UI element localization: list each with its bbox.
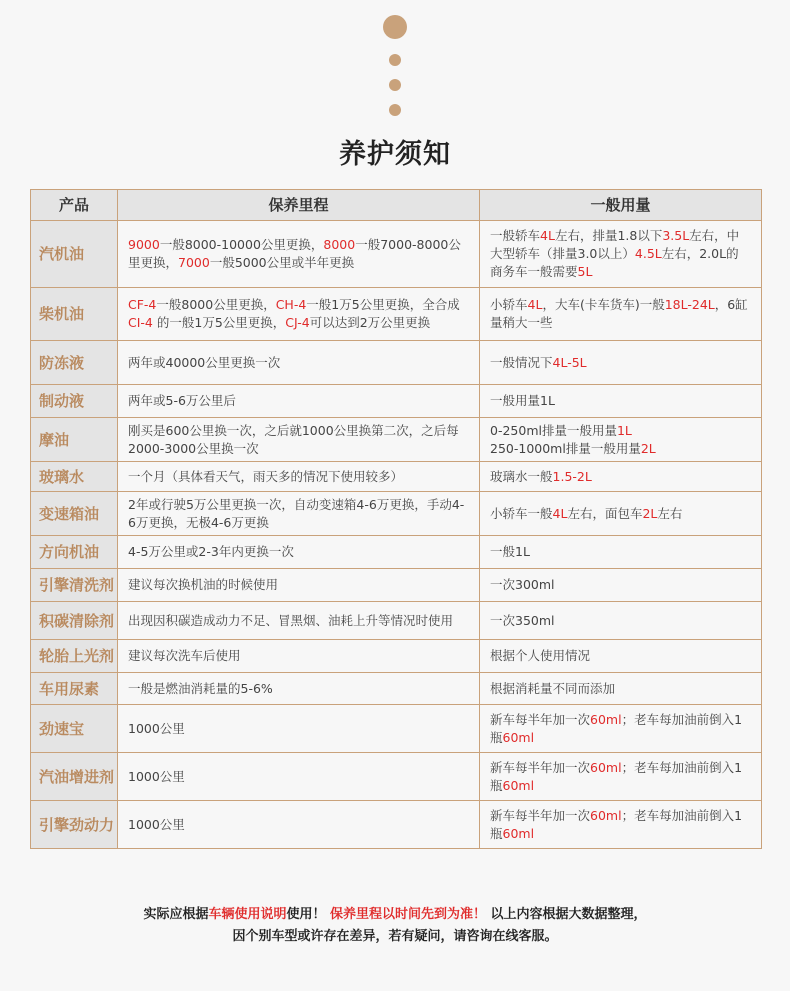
- highlight-text: 9000: [128, 237, 160, 252]
- table-row: [31, 569, 762, 602]
- text-segment: 一般轿车: [490, 228, 541, 243]
- product-name: 汽机油: [31, 221, 118, 288]
- highlight-text: 4L: [527, 297, 543, 312]
- highlight-text: 4L: [552, 505, 568, 521]
- highlight-text: 4L: [540, 228, 555, 243]
- footer-note-line2: [0, 925, 790, 944]
- product-name: 引擎劲动力: [31, 801, 118, 849]
- highlight-text: 7000: [178, 255, 210, 270]
- amount-cell: [480, 569, 762, 602]
- amount-cell: [480, 753, 762, 801]
- table-row: [31, 492, 762, 536]
- text-segment: ；老车每加油前倒入1瓶: [490, 759, 743, 793]
- text-segment: 新车每半年加一次: [490, 759, 591, 775]
- highlight-text: 8000: [323, 237, 356, 252]
- text-segment: 一般是燃油消耗量的5-6%: [128, 680, 273, 696]
- highlight-text: 3.5L: [662, 228, 690, 243]
- product-name: 防冻液: [31, 341, 118, 385]
- text-segment: 两年或5-6万公里后: [128, 393, 236, 408]
- page-title: 养护须知: [339, 139, 451, 170]
- text-segment: 新车每半年加一次: [490, 807, 591, 823]
- mileage-cell: [118, 753, 480, 801]
- highlight-text: 60ml: [590, 759, 622, 775]
- text-segment: 一般1L: [490, 544, 530, 559]
- highlight-text: 2L: [642, 505, 658, 521]
- text-segment: 左右，排量1.8以下: [554, 228, 663, 243]
- mileage-cell: [118, 673, 480, 705]
- text-segment: 可以达到2万公里更换: [309, 315, 431, 330]
- text-segment: ，大车(卡车货车)一般: [542, 297, 665, 312]
- highlight-text: 60ml: [502, 729, 535, 745]
- text-segment: 1000公里: [128, 816, 185, 832]
- text-segment: 4-5万公里或2-3年内更换一次: [128, 544, 294, 559]
- highlight-text: 保养里程以时间先到为准！: [330, 907, 487, 922]
- text-segment: 一般8000公里更换，: [156, 297, 276, 312]
- text-segment: 一般7000-8000公里更换，: [128, 237, 461, 270]
- text-segment: ，6缸量稍大一些: [490, 297, 748, 330]
- highlight-text: 1L: [616, 422, 632, 438]
- mileage-cell: [118, 569, 480, 602]
- table-row: [31, 705, 762, 753]
- mileage-cell: [118, 221, 480, 288]
- text-segment: ；老车每加油前倒入1瓶: [490, 711, 743, 745]
- highlight-text: 车辆使用说明: [208, 907, 287, 922]
- highlight-text: 1.5-2L: [552, 468, 592, 484]
- amount-cell: [480, 640, 762, 673]
- highlight-text: 4.5L: [634, 246, 662, 261]
- product-name: 汽油增进剂: [31, 753, 118, 801]
- table-header-row: [31, 190, 762, 221]
- text-segment: 左右，面包车: [567, 505, 643, 521]
- table-row: [31, 673, 762, 705]
- text-segment: 一般5000公里或半年更换: [209, 255, 355, 270]
- text-segment: 根据个人使用情况: [490, 648, 591, 663]
- table-row: [31, 753, 762, 801]
- text-segment: 出现因积碳造成动力不足、冒黑烟、油耗上升等情况时使用: [128, 612, 454, 628]
- text-segment: 左右，中大型轿车（排量3.0以上）: [490, 228, 740, 261]
- highlight-text: 60ml: [502, 777, 535, 793]
- text-segment: 一般1万5公里更换，全合成: [306, 297, 460, 312]
- text-segment: 小轿车一般: [490, 505, 553, 521]
- text-segment: 1000公里: [128, 720, 185, 736]
- table-row: [31, 602, 762, 640]
- amount-cell: [480, 536, 762, 569]
- text-segment: 刚买是600公里换一次，之后就1000公里换第二次，之后每2000-3000公里换一次: [128, 422, 459, 456]
- table-row: [31, 640, 762, 673]
- text-segment: 2年或行驶5万公里更换一次，自动变速箱4-6万更换，手动4-6万更换，无极4-6万更换: [128, 496, 465, 530]
- mileage-cell: [118, 492, 480, 536]
- small-dot-icon: [389, 104, 401, 116]
- table-row: [31, 536, 762, 569]
- mileage-cell: [118, 536, 480, 569]
- text-segment: 一般情况下: [490, 354, 553, 370]
- highlight-text: 60ml: [590, 711, 622, 727]
- product-name: 引擎清洗剂: [31, 569, 118, 602]
- highlight-text: CF-4: [128, 297, 157, 312]
- amount-cell: [480, 462, 762, 492]
- highlight-text: 18L-24L: [664, 297, 715, 312]
- highlight-text: 4L-5L: [552, 354, 587, 370]
- product-name: 轮胎上光剂: [31, 640, 118, 673]
- text-segment: 玻璃水一般: [490, 468, 553, 484]
- product-name: 车用尿素: [31, 673, 118, 705]
- footer-note-line1: [0, 903, 790, 922]
- text-segment: ；老车每加油前倒入1瓶: [490, 807, 743, 841]
- table-row: [31, 341, 762, 385]
- amount-cell: [480, 705, 762, 753]
- text-segment: 实际应根据: [143, 907, 209, 922]
- highlight-text: 5L: [577, 264, 593, 279]
- text-segment: 一般8000-10000公里更换，: [159, 237, 324, 252]
- text-segment: 建议每次换机油的时候使用: [128, 577, 279, 592]
- maintenance-table: [30, 189, 762, 849]
- header-product: 产品: [31, 190, 118, 221]
- highlight-text: 60ml: [590, 807, 622, 823]
- product-name: 制动液: [31, 385, 118, 418]
- amount-cell: [480, 221, 762, 288]
- table-row: [31, 288, 762, 341]
- text-segment: 根据消耗量不同而添加: [490, 680, 616, 696]
- text-segment: 使用！: [286, 907, 330, 922]
- text-segment: 新车每半年加一次: [490, 711, 591, 727]
- highlight-text: CH-4: [275, 297, 307, 312]
- header-mileage: 保养里程: [118, 190, 480, 221]
- text-segment: 一次350ml: [490, 612, 555, 628]
- product-name: 方向机油: [31, 536, 118, 569]
- header-amount: 一般用量: [480, 190, 762, 221]
- table-row: [31, 462, 762, 492]
- table-row: [31, 385, 762, 418]
- product-name: 劲速宝: [31, 705, 118, 753]
- text-segment: 一次300ml: [490, 577, 555, 592]
- table-row: [31, 221, 762, 288]
- text-segment: 建议每次洗车后使用: [128, 648, 241, 663]
- text-segment: 左右，2.0L的商务车一般需要: [490, 246, 739, 279]
- text-segment: 左右: [657, 505, 683, 521]
- amount-cell: [480, 673, 762, 705]
- text-segment: 250-1000ml排量一般用量: [490, 440, 641, 456]
- text-segment: 以上内容根据大数据整理，: [486, 907, 647, 922]
- amount-cell: [480, 492, 762, 536]
- mileage-cell: [118, 640, 480, 673]
- text-segment: 0-250ml排量一般用量: [490, 422, 617, 438]
- large-dot-icon: [383, 15, 407, 39]
- mileage-cell: [118, 385, 480, 418]
- text-segment: 一般用量1L: [490, 393, 555, 408]
- product-name: 变速箱油: [31, 492, 118, 536]
- mileage-cell: [118, 341, 480, 385]
- text-segment: 1000公里: [128, 768, 185, 784]
- text-segment: 的一般1万5公里更换，: [152, 315, 286, 330]
- mileage-cell: [118, 602, 480, 640]
- mileage-cell: [118, 418, 480, 462]
- product-name: 柴机油: [31, 288, 118, 341]
- amount-cell: [480, 801, 762, 849]
- amount-cell: [480, 418, 762, 462]
- highlight-text: CJ-4: [285, 315, 310, 330]
- highlight-text: CI-4: [128, 315, 153, 330]
- table-row: [31, 801, 762, 849]
- product-name: 摩油: [31, 418, 118, 462]
- amount-cell: [480, 602, 762, 640]
- text-segment: 因个别车型或许存在差异，若有疑问，请咨询在线客服。: [232, 929, 558, 944]
- mileage-cell: [118, 705, 480, 753]
- mileage-cell: [118, 288, 480, 341]
- mileage-cell: [118, 462, 480, 492]
- text-segment: 小轿车: [490, 297, 528, 312]
- mileage-cell: [118, 801, 480, 849]
- product-name: 积碳清除剂: [31, 602, 118, 640]
- small-dot-icon: [389, 79, 401, 91]
- highlight-text: 2L: [640, 440, 656, 456]
- text-segment: 一个月（具体看天气，雨天多的情况下使用较多）: [128, 468, 404, 484]
- amount-cell: [480, 385, 762, 418]
- table-row: [31, 418, 762, 462]
- small-dot-icon: [389, 54, 401, 66]
- amount-cell: [480, 341, 762, 385]
- highlight-text: 60ml: [502, 825, 535, 841]
- product-name: 玻璃水: [31, 462, 118, 492]
- amount-cell: [480, 288, 762, 341]
- text-segment: 两年或40000公里更换一次: [128, 354, 281, 370]
